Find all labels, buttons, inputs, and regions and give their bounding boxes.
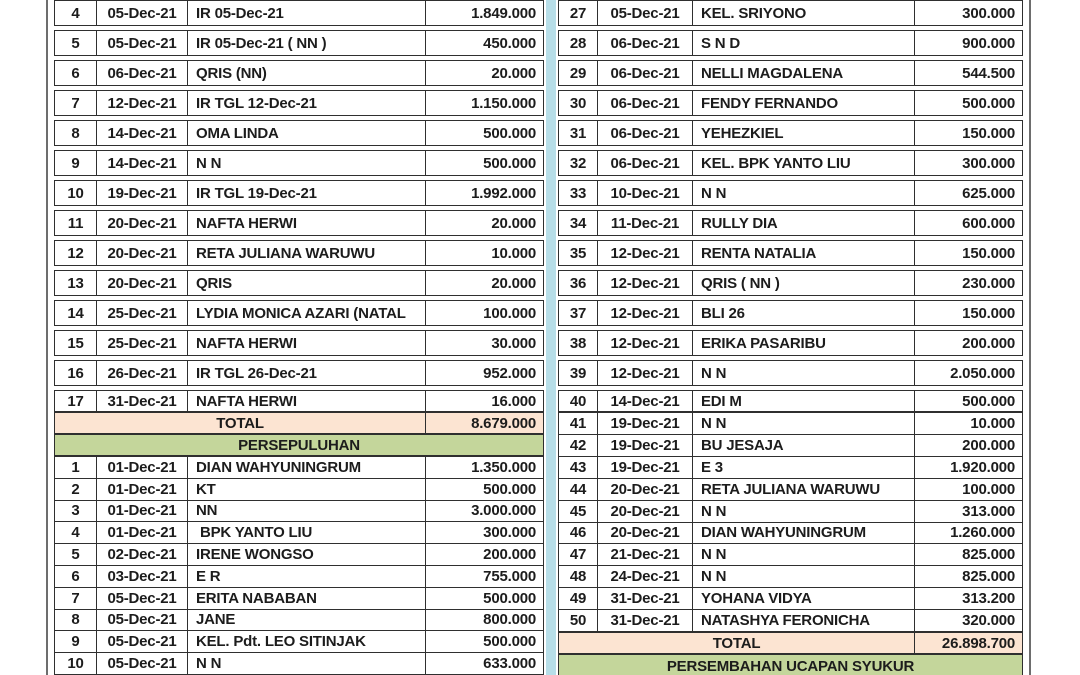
name-cell: N N [187, 151, 425, 175]
amount-cell: 100.000 [425, 301, 543, 325]
amount-cell: 952.000 [425, 361, 543, 385]
amount-cell: 20.000 [425, 61, 543, 85]
table-row [54, 360, 544, 386]
row-number-cell: 11 [67, 214, 84, 232]
name-cell: QRIS (NN) [187, 61, 425, 85]
amount-cell: 10.000 [914, 413, 1022, 434]
row-number-cell: 6 [71, 64, 80, 82]
amount-cell: 450.000 [425, 31, 543, 55]
name-cell: N N [692, 566, 914, 587]
row-number-cell: 39 [569, 364, 587, 382]
amount-cell: 3.000.000 [425, 501, 543, 522]
date-cell: 01-Dec-21 [96, 522, 187, 543]
date-cell: 19-Dec-21 [597, 457, 692, 478]
table-row [558, 90, 1023, 116]
table-row [54, 330, 544, 356]
table-row [54, 210, 544, 236]
name-cell: DIAN WAHYUNINGRUM [692, 523, 914, 544]
name-cell: E R [187, 566, 425, 587]
row-number-cell: 9 [71, 633, 80, 651]
name-cell: N N [692, 501, 914, 522]
date-cell: 12-Dec-21 [96, 91, 187, 115]
table-row [558, 60, 1023, 86]
total-value: 8.679.000 [425, 413, 543, 433]
date-cell: 12-Dec-21 [597, 301, 692, 325]
amount-cell: 1.350.000 [425, 457, 543, 478]
name-cell: NN [187, 501, 425, 522]
name-cell: N N [692, 361, 914, 385]
row-number-cell: 32 [569, 154, 587, 172]
total-value: 26.898.700 [914, 633, 1022, 653]
row-number-cell: 50 [569, 612, 587, 630]
table-row [54, 270, 544, 296]
table-row [55, 610, 543, 632]
date-cell: 19-Dec-21 [597, 435, 692, 456]
row-number-cell: 4 [71, 524, 80, 542]
date-cell: 20-Dec-21 [597, 479, 692, 500]
table-row [54, 60, 544, 86]
row-number-cell: 27 [569, 4, 587, 22]
name-cell: YOHANA VIDYA [692, 588, 914, 609]
date-cell: 03-Dec-21 [96, 566, 187, 587]
name-cell: ERIKA PASARIBU [692, 331, 914, 355]
table-row [55, 566, 543, 588]
row-number-cell: 2 [71, 480, 80, 498]
name-cell: KEL. BPK YANTO LIU [692, 151, 914, 175]
date-cell: 19-Dec-21 [96, 181, 187, 205]
section-header-label: PERSEPULUHAN [55, 435, 543, 455]
row-number-cell: 7 [71, 94, 80, 112]
date-cell: 14-Dec-21 [96, 151, 187, 175]
row-number-cell: 12 [67, 244, 84, 262]
table-row [559, 413, 1022, 435]
row-number-cell: 28 [569, 34, 587, 52]
total-label: TOTAL [55, 413, 425, 433]
name-cell: NAFTA HERWI [187, 391, 425, 411]
table-row [55, 588, 543, 610]
amount-cell: 320.000 [914, 610, 1022, 631]
name-cell: RULLY DIA [692, 211, 914, 235]
amount-cell: 500.000 [914, 91, 1022, 115]
name-cell: IR TGL 26-Dec-21 [187, 361, 425, 385]
amount-cell: 500.000 [914, 391, 1022, 411]
name-cell: KEL. Pdt. LEO SITINJAK [187, 631, 425, 652]
row-number-cell: 45 [569, 502, 587, 520]
date-cell: 05-Dec-21 [96, 1, 187, 25]
table-row [558, 180, 1023, 206]
row-number-cell: 49 [569, 590, 587, 608]
name-cell: NAFTA HERWI [187, 211, 425, 235]
name-cell: IR 05-Dec-21 [187, 1, 425, 25]
amount-cell: 825.000 [914, 566, 1022, 587]
date-cell: 05-Dec-21 [96, 653, 187, 674]
amount-cell: 100.000 [914, 479, 1022, 500]
date-cell: 05-Dec-21 [597, 1, 692, 25]
table-row [55, 653, 543, 674]
row-number-cell: 10 [67, 655, 84, 673]
table-row [559, 588, 1022, 610]
name-cell: IR TGL 12-Dec-21 [187, 91, 425, 115]
right-ledger-table [558, 0, 1023, 675]
row-number-cell: 29 [569, 64, 587, 82]
name-cell: NATASHYA FERONICHA [692, 610, 914, 631]
amount-cell: 10.000 [425, 241, 543, 265]
row-number-cell: 4 [71, 4, 80, 22]
amount-cell: 1.992.000 [425, 181, 543, 205]
date-cell: 25-Dec-21 [96, 331, 187, 355]
row-number-cell: 46 [569, 524, 587, 542]
date-cell: 12-Dec-21 [597, 331, 692, 355]
row-number-cell: 44 [569, 480, 587, 498]
table-row [54, 390, 544, 412]
amount-cell: 200.000 [425, 544, 543, 565]
date-cell: 20-Dec-21 [96, 271, 187, 295]
date-cell: 10-Dec-21 [597, 181, 692, 205]
row-number-cell: 13 [67, 274, 84, 292]
row-number-cell: 35 [569, 244, 587, 262]
table-row [559, 544, 1022, 566]
amount-cell: 500.000 [425, 151, 543, 175]
date-cell: 21-Dec-21 [597, 544, 692, 565]
name-cell: RETA JULIANA WARUWU [692, 479, 914, 500]
amount-cell: 200.000 [914, 331, 1022, 355]
date-cell: 26-Dec-21 [96, 361, 187, 385]
date-cell: 20-Dec-21 [597, 501, 692, 522]
amount-cell: 600.000 [914, 211, 1022, 235]
table-row [559, 523, 1022, 545]
table-row [55, 501, 543, 523]
amount-cell: 300.000 [425, 522, 543, 543]
date-cell: 06-Dec-21 [96, 61, 187, 85]
row-number-cell: 5 [71, 546, 80, 564]
row-number-cell: 42 [569, 436, 587, 454]
table-row [558, 240, 1023, 266]
date-cell: 05-Dec-21 [96, 610, 187, 631]
date-cell: 01-Dec-21 [96, 479, 187, 500]
date-cell: 06-Dec-21 [597, 91, 692, 115]
name-cell: S N D [692, 31, 914, 55]
name-cell: ERITA NABABAN [187, 588, 425, 609]
table-row [558, 270, 1023, 296]
amount-cell: 1.920.000 [914, 457, 1022, 478]
date-cell: 20-Dec-21 [96, 211, 187, 235]
date-cell: 12-Dec-21 [597, 361, 692, 385]
amount-cell: 313.200 [914, 588, 1022, 609]
table-row [54, 180, 544, 206]
name-cell: KT [187, 479, 425, 500]
row-number-cell: 6 [71, 567, 80, 585]
row-number-cell: 34 [569, 214, 587, 232]
name-cell: N N [692, 413, 914, 434]
table-row [558, 330, 1023, 356]
table-row [54, 150, 544, 176]
table-row [54, 0, 544, 26]
table-row [559, 479, 1022, 501]
row-number-cell: 41 [569, 414, 587, 432]
date-cell: 20-Dec-21 [96, 241, 187, 265]
name-cell: N N [692, 181, 914, 205]
table-row [55, 544, 543, 566]
table-row [559, 501, 1022, 523]
section-header-persepuluhan [54, 434, 544, 456]
amount-cell: 1.849.000 [425, 1, 543, 25]
name-cell: LYDIA MONICA AZARI (NATAL [187, 301, 425, 325]
name-cell: EDI M [692, 391, 914, 411]
right-entry-rows-lower [558, 412, 1023, 632]
amount-cell: 755.000 [425, 566, 543, 587]
row-number-cell: 37 [569, 304, 587, 322]
table-divider-strip [546, 0, 556, 675]
row-number-cell: 10 [67, 184, 84, 202]
table-row [55, 479, 543, 501]
name-cell: BLI 26 [692, 301, 914, 325]
amount-cell: 500.000 [425, 588, 543, 609]
table-row [54, 300, 544, 326]
row-number-cell: 14 [67, 304, 84, 322]
date-cell: 05-Dec-21 [96, 631, 187, 652]
date-cell: 06-Dec-21 [597, 61, 692, 85]
table-row [55, 457, 543, 479]
date-cell: 31-Dec-21 [597, 588, 692, 609]
name-cell: KEL. SRIYONO [692, 1, 914, 25]
table-row [558, 150, 1023, 176]
row-number-cell: 5 [71, 34, 80, 52]
amount-cell: 150.000 [914, 301, 1022, 325]
name-cell: QRIS [187, 271, 425, 295]
name-cell: N N [187, 653, 425, 674]
table-row [558, 390, 1023, 412]
left-ledger-table [54, 0, 544, 675]
table-row [54, 120, 544, 146]
table-row [559, 435, 1022, 457]
row-number-cell: 3 [71, 502, 80, 520]
date-cell: 25-Dec-21 [96, 301, 187, 325]
page-right-rule [1029, 0, 1031, 675]
row-number-cell: 33 [569, 184, 587, 202]
name-cell: N N [692, 544, 914, 565]
date-cell: 02-Dec-21 [96, 544, 187, 565]
table-row [558, 360, 1023, 386]
name-cell: IR TGL 19-Dec-21 [187, 181, 425, 205]
table-row [55, 631, 543, 653]
row-number-cell: 47 [569, 546, 587, 564]
table-row [54, 30, 544, 56]
amount-cell: 500.000 [425, 631, 543, 652]
amount-cell: 1.150.000 [425, 91, 543, 115]
amount-cell: 20.000 [425, 271, 543, 295]
name-cell: YEHEZKIEL [692, 121, 914, 145]
table-row [559, 457, 1022, 479]
amount-cell: 20.000 [425, 211, 543, 235]
row-number-cell: 17 [67, 392, 84, 410]
amount-cell: 30.000 [425, 331, 543, 355]
section-header-label: PERSEMBAHAN UCAPAN SYUKUR [559, 655, 1022, 675]
date-cell: 14-Dec-21 [597, 391, 692, 411]
name-cell: QRIS ( NN ) [692, 271, 914, 295]
row-number-cell: 16 [67, 364, 84, 382]
page-left-rule [46, 0, 48, 675]
name-cell: RETA JULIANA WARUWU [187, 241, 425, 265]
row-number-cell: 43 [569, 458, 587, 476]
table-row [558, 0, 1023, 26]
row-number-cell: 36 [569, 274, 587, 292]
row-number-cell: 48 [569, 568, 587, 586]
date-cell: 14-Dec-21 [96, 121, 187, 145]
table-row [559, 610, 1022, 631]
table-row [54, 240, 544, 266]
date-cell: 01-Dec-21 [96, 457, 187, 478]
amount-cell: 800.000 [425, 610, 543, 631]
amount-cell: 200.000 [914, 435, 1022, 456]
right-total-row [558, 632, 1023, 654]
name-cell: NAFTA HERWI [187, 331, 425, 355]
amount-cell: 544.500 [914, 61, 1022, 85]
row-number-cell: 40 [569, 392, 587, 410]
row-number-cell: 8 [71, 124, 80, 142]
amount-cell: 313.000 [914, 501, 1022, 522]
table-row [558, 30, 1023, 56]
amount-cell: 230.000 [914, 271, 1022, 295]
date-cell: 05-Dec-21 [96, 588, 187, 609]
date-cell: 06-Dec-21 [597, 121, 692, 145]
total-label: TOTAL [559, 633, 914, 653]
section-header-persembahan-ucapan-syukur [558, 654, 1023, 675]
date-cell: 12-Dec-21 [597, 241, 692, 265]
amount-cell: 1.260.000 [914, 523, 1022, 544]
row-number-cell: 7 [71, 589, 80, 607]
amount-cell: 150.000 [914, 121, 1022, 145]
row-number-cell: 8 [71, 611, 80, 629]
date-cell: 20-Dec-21 [597, 523, 692, 544]
date-cell: 31-Dec-21 [597, 610, 692, 631]
row-number-cell: 9 [71, 154, 80, 172]
table-row [559, 566, 1022, 588]
date-cell: 12-Dec-21 [597, 271, 692, 295]
amount-cell: 633.000 [425, 653, 543, 674]
date-cell: 06-Dec-21 [597, 31, 692, 55]
date-cell: 01-Dec-21 [96, 501, 187, 522]
name-cell: E 3 [692, 457, 914, 478]
table-row [558, 210, 1023, 236]
table-row [54, 90, 544, 116]
amount-cell: 300.000 [914, 1, 1022, 25]
name-cell: OMA LINDA [187, 121, 425, 145]
name-cell: BPK YANTO LIU [187, 522, 425, 543]
date-cell: 06-Dec-21 [597, 151, 692, 175]
date-cell: 31-Dec-21 [96, 391, 187, 411]
name-cell: JANE [187, 610, 425, 631]
row-number-cell: 30 [569, 94, 587, 112]
date-cell: 19-Dec-21 [597, 413, 692, 434]
amount-cell: 2.050.000 [914, 361, 1022, 385]
amount-cell: 900.000 [914, 31, 1022, 55]
name-cell: IRENE WONGSO [187, 544, 425, 565]
name-cell: RENTA NATALIA [692, 241, 914, 265]
table-row [55, 522, 543, 544]
left-total-row [54, 412, 544, 434]
name-cell: NELLI MAGDALENA [692, 61, 914, 85]
amount-cell: 16.000 [425, 391, 543, 411]
amount-cell: 300.000 [914, 151, 1022, 175]
row-number-cell: 1 [71, 458, 80, 476]
table-row [558, 120, 1023, 146]
name-cell: DIAN WAHYUNINGRUM [187, 457, 425, 478]
amount-cell: 500.000 [425, 479, 543, 500]
name-cell: BU JESAJA [692, 435, 914, 456]
left-entry-rows-lower [54, 456, 544, 675]
date-cell: 24-Dec-21 [597, 566, 692, 587]
date-cell: 11-Dec-21 [597, 211, 692, 235]
row-number-cell: 38 [569, 334, 587, 352]
table-row [558, 300, 1023, 326]
amount-cell: 625.000 [914, 181, 1022, 205]
amount-cell: 150.000 [914, 241, 1022, 265]
name-cell: FENDY FERNANDO [692, 91, 914, 115]
amount-cell: 500.000 [425, 121, 543, 145]
date-cell: 05-Dec-21 [96, 31, 187, 55]
row-number-cell: 15 [67, 334, 84, 352]
amount-cell: 825.000 [914, 544, 1022, 565]
row-number-cell: 31 [569, 124, 587, 142]
name-cell: IR 05-Dec-21 ( NN ) [187, 31, 425, 55]
